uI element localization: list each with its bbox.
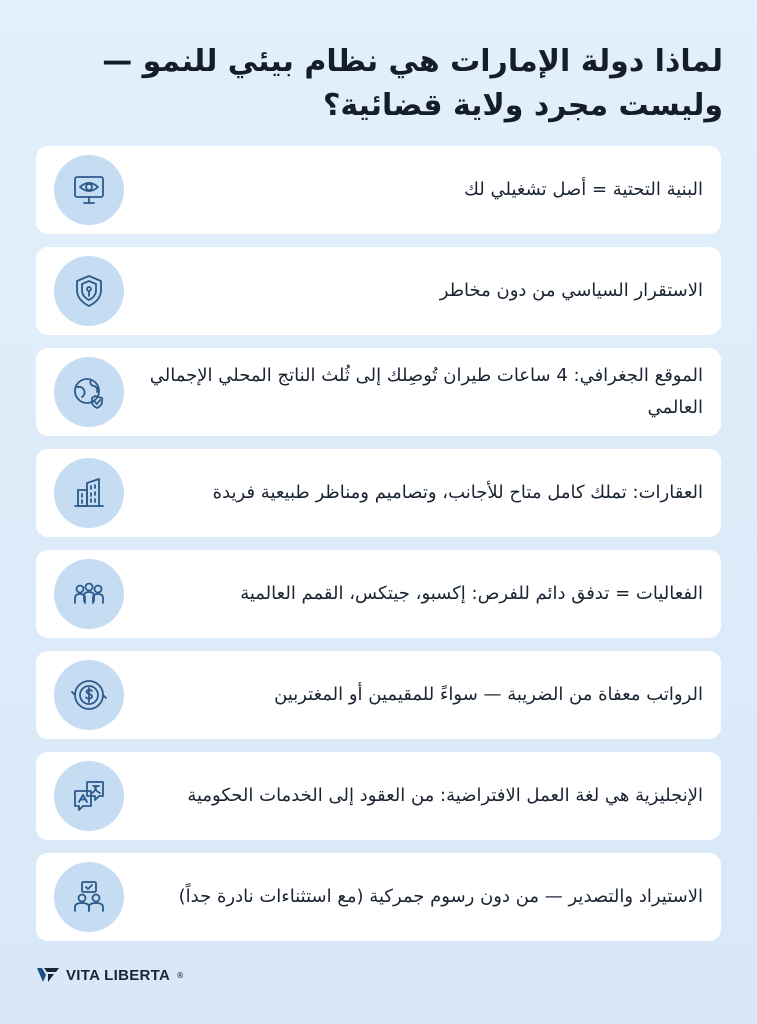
- translate-icon: [54, 761, 124, 831]
- list-item-text: الاستيراد والتصدير — من دون رسوم جمركية (مع استثناءات نادرة جداً): [178, 886, 703, 907]
- list-item: [36, 651, 721, 739]
- brand-logo: [36, 966, 184, 984]
- list-item-text: العقارات: تملك كامل متاح للأجانب، وتصاميم ومناظر طبيعية فريدة: [212, 482, 703, 503]
- buildings-icon: [54, 458, 124, 528]
- registered-mark: ®: [176, 970, 185, 980]
- list-item-text: الموقع الجغرافي: 4 ساعات طيران تُوصِلك إلى ثُلث الناتج المحلي الإجمالي العالمي: [149, 365, 703, 418]
- list-item-text: الاستقرار السياسي من دون مخاطر: [439, 280, 703, 301]
- page-title: لماذا دولة الإمارات هي نظام بيئي للنمو — وليست مجرد ولاية قضائية؟: [102, 44, 723, 123]
- list-item-text: الرواتب معفاة من الضريبة — سواءً للمقيمين أو المغتربين: [274, 684, 703, 705]
- monitor-eye-icon: [54, 155, 124, 225]
- list-item-text: الفعاليات = تدفق دائم للفرص: إكسبو، جيتكس، القمم العالمية: [240, 583, 703, 604]
- list-item: [36, 550, 721, 638]
- list-item: [36, 853, 721, 941]
- users-trade-icon: [54, 862, 124, 932]
- list-item-text: الإنجليزية هي لغة العمل الافتراضية: من العقود إلى الخدمات الحكومية: [187, 785, 703, 806]
- logo-text: VITA LIBERTA: [66, 966, 171, 984]
- dollar-coin-icon: [54, 660, 124, 730]
- shield-icon: [54, 256, 124, 326]
- logo-mark-icon: [36, 966, 60, 984]
- list-item-text: البنية التحتية = أصل تشغيلي لك: [464, 179, 703, 200]
- list-item: [36, 752, 721, 840]
- list-item: [36, 449, 721, 537]
- list-item: [36, 146, 721, 234]
- list-item: [36, 247, 721, 335]
- people-group-icon: [54, 559, 124, 629]
- cards-list: [36, 146, 721, 954]
- list-item: [36, 348, 721, 436]
- globe-icon: [54, 357, 124, 427]
